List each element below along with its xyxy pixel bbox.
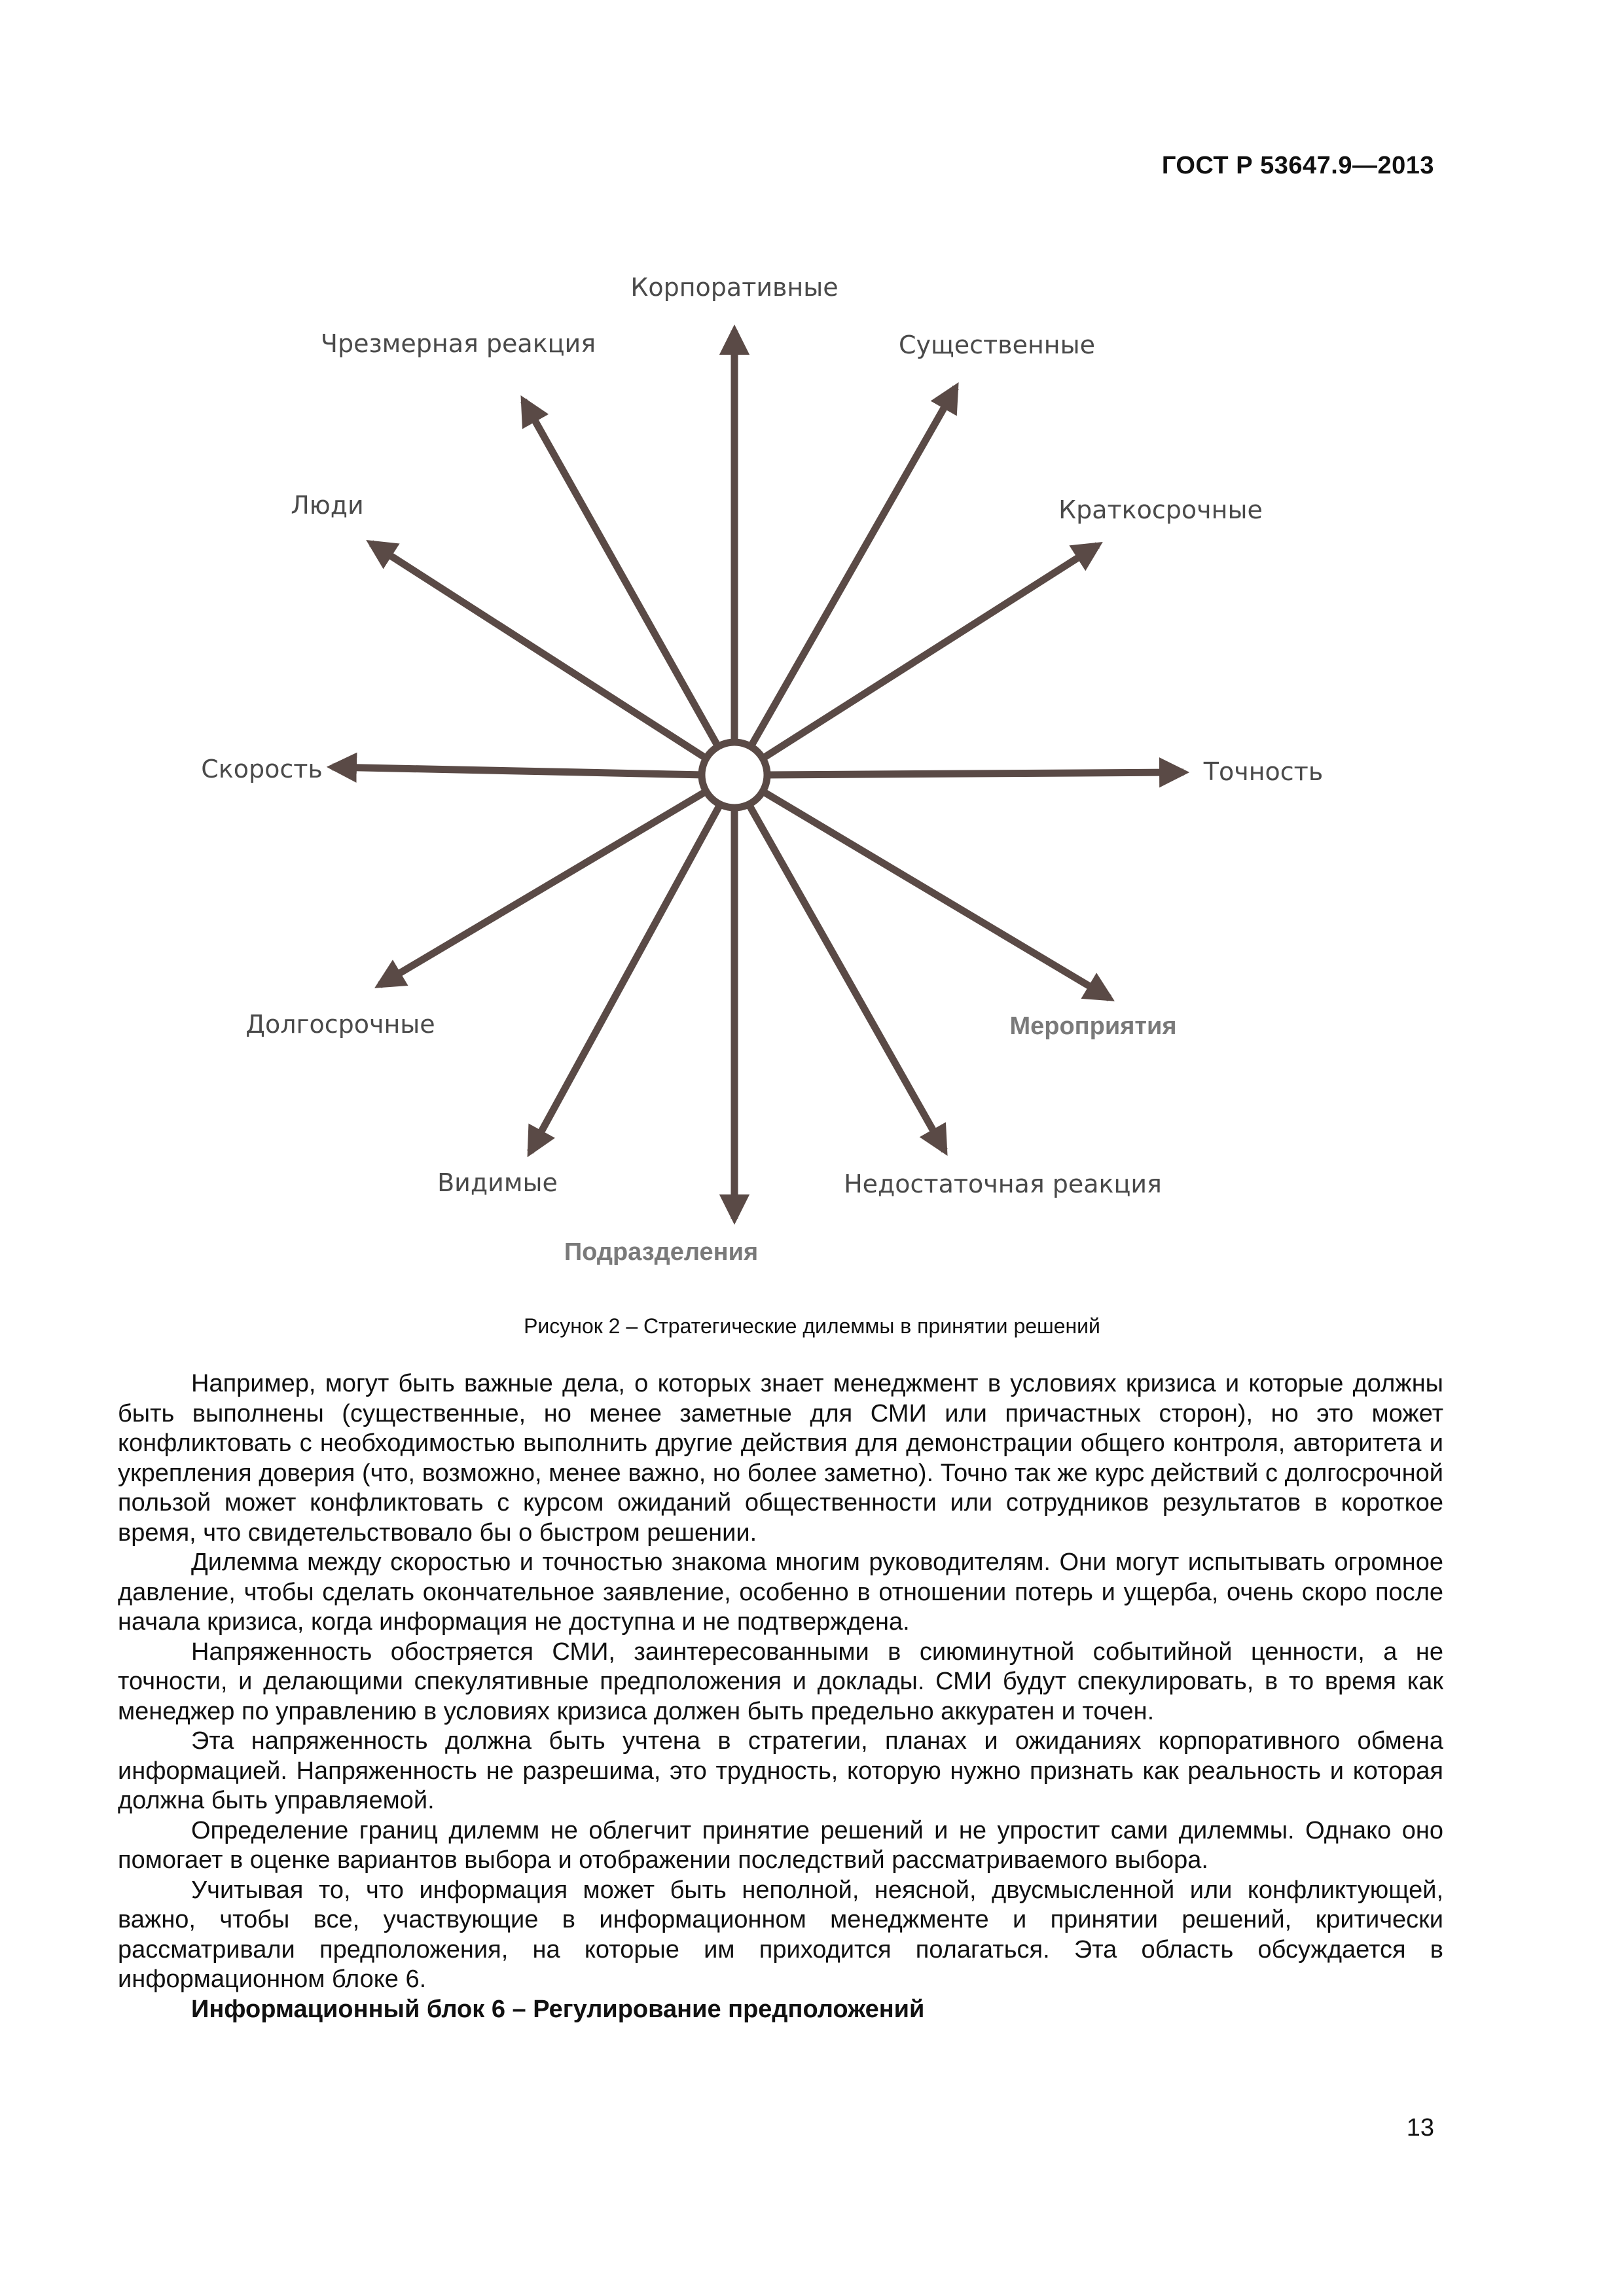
arrow-visible <box>530 800 723 1152</box>
arrow-overreaction <box>524 401 720 750</box>
label-corporate: Корпоративные <box>630 273 839 302</box>
paragraph: Например, могут быть важные дела, о которых знает менеджмент в условиях кризиса и которые должны быть выполнены (существенные, но менее заметные для СМИ или причастных сторон), но это может конфликтовать с необходимостью выполнить другие действия для демонстрации общего контроля, авторитета и укрепления доверия (что, возможно, менее важно, но более заметно). Точно так же курс действий с долгосрочной пользой может конфликтовать с курсом ожиданий общественности или сотрудников результатов в короткое время, что свидетельствовало бы о быстром решении. <box>118 1370 1443 1547</box>
paragraph: Учитывая то, что информация может быть неполной, неясной, двусмысленной или конфликтующей, важно, чтобы все, участвующие в информационном менеджменте и принятии решений, критически рассматривали предположения, на которые им приходится полагаться. Эта область обсуждается в информационном блоке 6. <box>118 1876 1443 1993</box>
body-text <box>118 1369 1443 2024</box>
label-activities: Мероприятия <box>1009 1013 1177 1040</box>
label-short-term: Краткосрочные <box>1058 495 1263 524</box>
figure-caption: Рисунок 2 – Стратегические дилеммы в принятии решений <box>524 1314 1100 1338</box>
arrow-speed <box>333 767 706 775</box>
label-people: Люди <box>291 491 364 520</box>
arrow-short-term <box>759 545 1098 761</box>
page-number: 13 <box>1406 2114 1434 2142</box>
center-circle <box>702 742 767 808</box>
paragraph: Эта напряженность должна быть учтена в стратегии, планах и ожиданиях корпоративного обмена информацией. Напряженность не разрешима, это трудность, которую нужно признать как реальность и которая должна быть управляемой. <box>118 1727 1443 1814</box>
label-long-term: Долгосрочные <box>245 1010 435 1039</box>
label-visible: Видимые <box>437 1168 558 1197</box>
arrow-underreaction <box>746 800 945 1151</box>
paragraph: Напряженность обостряется СМИ, заинтересованными в сиюминутной событийной ценности, а не точности, и делающими спекулятивные предположения и доклады. СМИ будут спекулировать, в то время как менеджер по управлению в условиях кризиса должен быть предельно аккуратен и точен. <box>118 1638 1443 1725</box>
label-essential: Существенные <box>898 331 1096 359</box>
arrow-activities <box>759 789 1110 998</box>
label-overreaction: Чрезмерная реакция <box>320 329 596 358</box>
standard-id-header: ГОСТ Р 53647.9—2013 <box>1161 152 1434 179</box>
paragraph: Определение границ дилемм не облегчит принятие решений и не упростит сами дилеммы. Однако оно помогает в оценке вариантов выбора и отображении последствий рассматриваемого выбора. <box>118 1816 1443 1874</box>
paragraph: Дилемма между скоростью и точностью знакома многим руководителям. Они могут испытывать огромное давление, чтобы сделать окончательное заявление, особенно в отношении потерь и ущерба, очень скоро после начала кризиса, когда информация не доступна и не подтверждена. <box>118 1549 1443 1636</box>
label-underreaction: Недостаточная реакция <box>844 1170 1162 1198</box>
section-heading: Информационный блок 6 – Регулирование предположений <box>191 1995 925 2023</box>
arrow-long-term <box>380 789 710 985</box>
label-speed: Скорость <box>201 755 323 783</box>
label-departments: Подразделения <box>564 1238 759 1266</box>
arrow-accuracy <box>763 772 1183 775</box>
label-accuracy: Точность <box>1203 757 1324 786</box>
arrow-people <box>371 543 710 761</box>
arrow-essential <box>749 387 956 750</box>
